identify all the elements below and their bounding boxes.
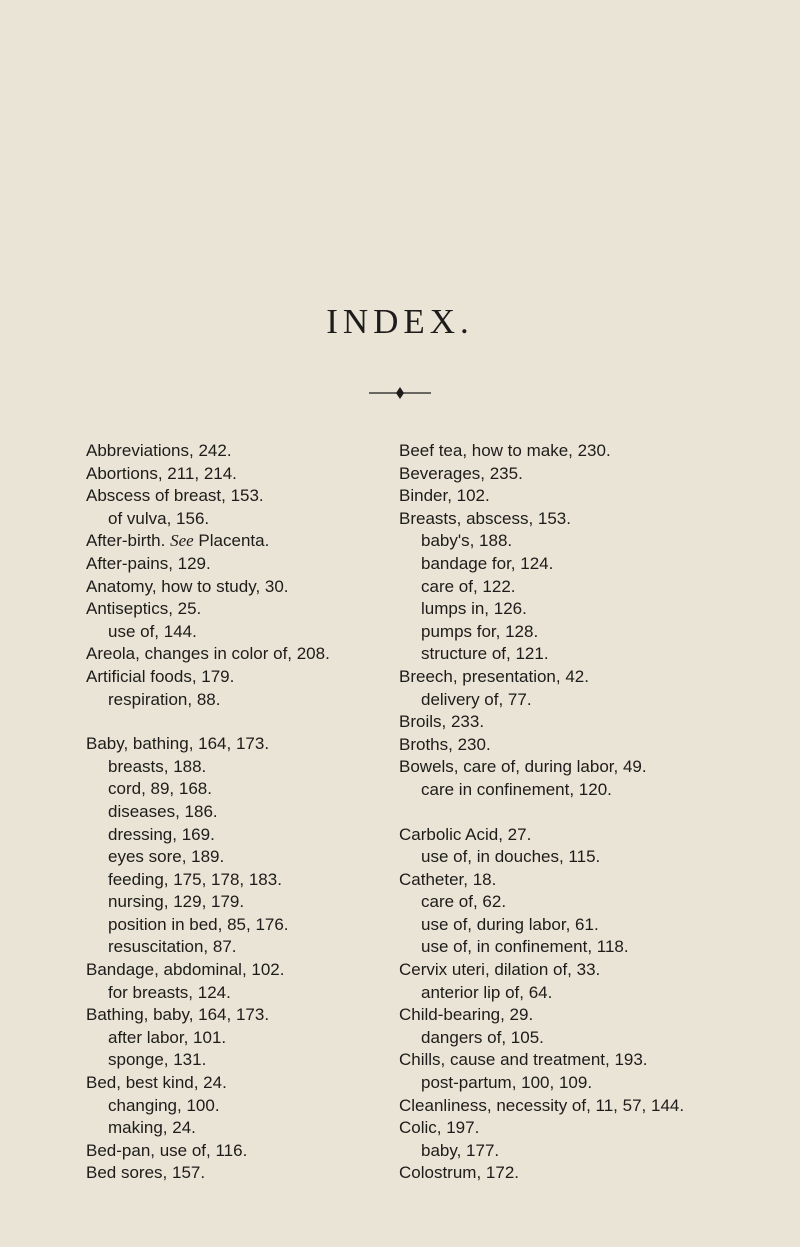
index-subentry [86, 846, 426, 869]
index-entry [86, 485, 426, 508]
index-entry [399, 756, 739, 779]
index-entry [399, 959, 739, 982]
entry-text: Artificial foods, 179. [86, 666, 235, 686]
entry-text: care of, 62. [421, 892, 507, 912]
entry-text: bandage for, 124. [421, 553, 554, 573]
index-subentry [86, 936, 426, 959]
entry-text: for breasts, 124. [108, 982, 231, 1002]
index-subentry [399, 553, 739, 576]
index-subentry [86, 1117, 426, 1140]
index-subentry [399, 846, 739, 869]
entry-text: Carbolic Acid, 27. [399, 824, 532, 844]
index-subentry [399, 891, 739, 914]
entry-text: sponge, 131. [108, 1050, 207, 1070]
entry-text: respiration, 88. [108, 689, 221, 709]
entry-text: cord, 89, 168. [108, 779, 212, 799]
index-entry [86, 1004, 426, 1027]
index-subentry [86, 778, 426, 801]
index-entry [399, 1095, 739, 1118]
entry-text: Colic, 197. [399, 1118, 480, 1138]
entry-text: after labor, 101. [108, 1027, 227, 1047]
entry-text: Binder, 102. [399, 486, 490, 506]
entry-text: care in confinement, 120. [421, 779, 612, 799]
index-subentry [399, 643, 739, 666]
entry-text: anterior lip of, 64. [421, 982, 553, 1002]
index-entry [86, 530, 426, 553]
index-subentry [86, 689, 426, 712]
index-subentry [399, 621, 739, 644]
entry-text: Cleanliness, necessity of, 11, 57, 144. [399, 1095, 685, 1115]
index-subentry [399, 1072, 739, 1095]
entry-text: baby's, 188. [421, 531, 513, 551]
index-entry [86, 1072, 426, 1095]
entry-text: resuscitation, 87. [108, 937, 237, 957]
index-subentry [399, 530, 739, 553]
index-subentry [399, 779, 739, 802]
entry-text: delivery of, 77. [421, 689, 532, 709]
index-subentry [86, 508, 426, 531]
entry-text: Bed, best kind, 24. [86, 1073, 227, 1093]
index-column-left [86, 440, 426, 1185]
divider-ornament [369, 386, 431, 400]
index-entry [399, 711, 739, 734]
entry-text: diseases, 186. [108, 801, 218, 821]
entry-text: Broils, 233. [399, 712, 485, 732]
index-entry [399, 824, 739, 847]
entry-text: use of, 144. [108, 621, 197, 641]
index-subentry [86, 891, 426, 914]
index-entry [86, 733, 426, 756]
index-subentry [399, 1140, 739, 1163]
entry-text: Broths, 230. [399, 734, 491, 754]
index-entry [399, 440, 739, 463]
index-entry [86, 576, 426, 599]
index-entry [399, 508, 739, 531]
index-entry [86, 598, 426, 621]
page-title: INDEX. [326, 302, 474, 341]
index-entry [399, 1004, 739, 1027]
index-subentry [86, 756, 426, 779]
entry-text: feeding, 175, 178, 183. [108, 869, 282, 889]
entry-text: Breasts, abscess, 153. [399, 508, 571, 528]
index-subentry [86, 1027, 426, 1050]
index-subentry [86, 621, 426, 644]
index-entry [86, 959, 426, 982]
entry-text: Areola, changes in color of, 208. [86, 644, 330, 664]
index-subentry [86, 1049, 426, 1072]
index-subentry [399, 689, 739, 712]
entry-text: Abortions, 211, 214. [86, 463, 237, 483]
index-entry [86, 1140, 426, 1163]
entry-text: use of, in douches, 115. [421, 847, 601, 867]
entry-text: Baby, bathing, 164, 173. [86, 734, 270, 754]
entry-text: Bowels, care of, during labor, 49. [399, 757, 647, 777]
entry-text: Bed-pan, use of, 116. [86, 1140, 248, 1160]
entry-text: Antiseptics, 25. [86, 599, 202, 619]
entry-text: Bed sores, 157. [86, 1163, 206, 1183]
entry-text: After-pains, 129. [86, 553, 211, 573]
entry-text: breasts, 188. [108, 756, 207, 776]
see-reference-label: See [170, 531, 194, 551]
entry-text: of vulva, 156. [108, 508, 210, 528]
index-entry [86, 666, 426, 689]
entry-text: pumps for, 128. [421, 621, 539, 641]
entry-text: use of, in confinement, 118. [421, 937, 629, 957]
entry-text: Anatomy, how to study, 30. [86, 576, 289, 596]
entry-text: lumps in, 126. [421, 599, 527, 619]
index-subentry [399, 914, 739, 937]
entry-text: Cervix uteri, dilation of, 33. [399, 960, 601, 980]
index-column-right [399, 440, 739, 1185]
see-reference-target: Placenta. [198, 531, 270, 551]
entry-text: use of, during labor, 61. [421, 914, 599, 934]
entry-text: care of, 122. [421, 576, 516, 596]
index-entry [399, 1162, 739, 1185]
entry-text: position in bed, 85, 176. [108, 914, 289, 934]
index-subentry [86, 869, 426, 892]
entry-text: Bathing, baby, 164, 173. [86, 1005, 270, 1025]
entry-text: Child-bearing, 29. [399, 1005, 534, 1025]
index-subentry [86, 914, 426, 937]
entry-text: After-birth. [86, 531, 166, 551]
entry-text: dangers of, 105. [421, 1027, 544, 1047]
index-subentry [399, 982, 739, 1005]
entry-text: eyes sore, 189. [108, 847, 225, 867]
entry-text: dressing, 169. [108, 824, 215, 844]
index-entry [399, 869, 739, 892]
index-entry [399, 666, 739, 689]
entry-text: Bandage, abdominal, 102. [86, 960, 285, 980]
index-entry [399, 734, 739, 757]
index-entry [399, 1049, 739, 1072]
entry-text: Beverages, 235. [399, 463, 523, 483]
index-subentry [86, 801, 426, 824]
index-entry [399, 485, 739, 508]
index-entry [86, 1162, 426, 1185]
entry-text: changing, 100. [108, 1095, 220, 1115]
entry-text: baby, 177. [421, 1140, 500, 1160]
index-entry [86, 643, 426, 666]
index-entry [86, 440, 426, 463]
index-entry [86, 553, 426, 576]
entry-text: Colostrum, 172. [399, 1163, 519, 1183]
index-subentry [399, 598, 739, 621]
entry-text: Breech, presentation, 42. [399, 666, 589, 686]
index-subentry [86, 982, 426, 1005]
entry-text: post-partum, 100, 109. [421, 1073, 593, 1093]
index-subentry [399, 576, 739, 599]
entry-text: Chills, cause and treatment, 193. [399, 1050, 648, 1070]
index-entry [399, 1117, 739, 1140]
entry-text: Catheter, 18. [399, 869, 497, 889]
index-subentry [399, 936, 739, 959]
index-subentry [86, 824, 426, 847]
entry-text: making, 24. [108, 1118, 196, 1138]
entry-text: structure of, 121. [421, 644, 549, 664]
index-entry [399, 463, 739, 486]
entry-text: Abbreviations, 242. [86, 441, 232, 460]
entry-text: Beef tea, how to make, 230. [399, 441, 611, 460]
index-entry [86, 463, 426, 486]
index-subentry [399, 1027, 739, 1050]
entry-text: Abscess of breast, 153. [86, 486, 264, 506]
entry-text: nursing, 129, 179. [108, 892, 245, 912]
index-subentry [86, 1095, 426, 1118]
